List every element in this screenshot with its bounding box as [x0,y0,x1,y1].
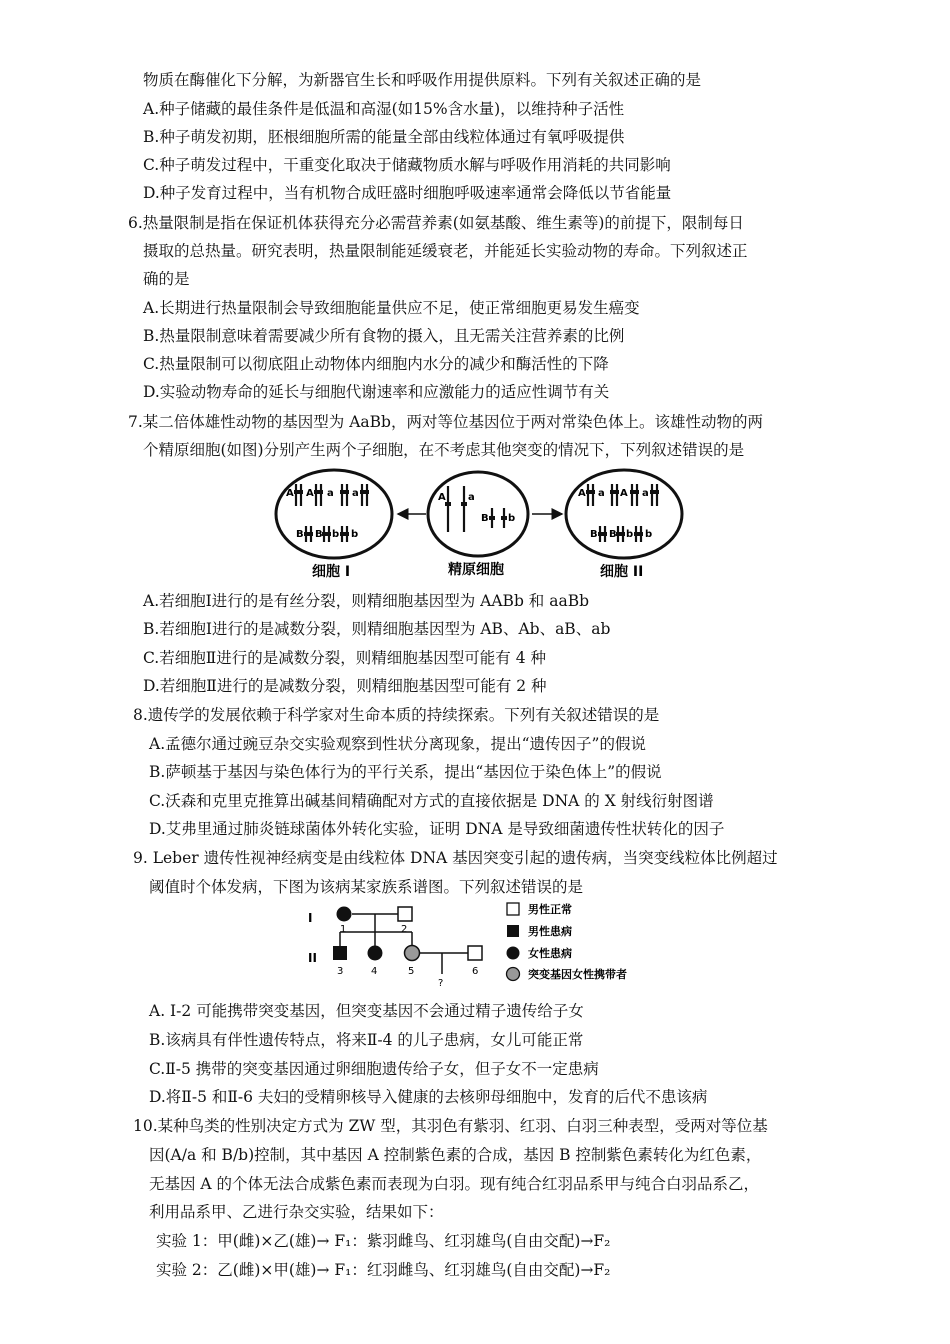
q10-stem-line2: 因(A/a 和 B/b)控制，其中基因 A 控制紫色素的合成，基因 B 控制紫色素转化为红色素， [149,1146,762,1164]
q8-option-c: C.沃森和克里克推算出碱基间精确配对方式的直接依据是 DNA 的 X 射线衍射图谱 [149,792,714,810]
gene-label-A: A [620,488,628,499]
q8-option-a: A.孟德尔通过豌豆杂交实验观察到性状分离现象，提出“遗传因子”的假说 [149,735,646,753]
q9-option-a: A. I-2 可能携带突变基因，但突变基因不会通过精子遗传给子女 [149,1002,584,1020]
gene-label-B: B [315,529,323,540]
gene-label-B: B [590,529,598,540]
q9-option-c: C.Ⅱ-5 携带的突变基因通过卵细胞遗传给子女，但子女不一定患病 [149,1060,599,1078]
gene-label-A: A [438,492,446,503]
q7-option-c: C.若细胞Ⅱ进行的是减数分裂，则精细胞基因型可能有 4 种 [143,649,546,667]
label-I-2: 2 [401,924,408,935]
q5-option-a: A.种子储藏的最佳条件是低温和高湿(如15%含水量)，以维持种子活性 [143,100,625,118]
q6-option-c: C.热量限制可以彻底阻止动物体内细胞内水分的减少和酶活性的下降 [143,355,609,373]
q6-stem-line1: 6.热量限制是指在保证机体获得充分必需营养素(如氨基酸、维生素等)的前提下，限制每日 [128,214,744,232]
q7-option-a: A.若细胞Ⅰ进行的是有丝分裂，则精细胞基因型为 AABb 和 aaBb [143,592,590,610]
legend-affected-female: 女性患病 [528,947,572,960]
cell-1-diagram [276,470,392,558]
gene-label-b: b [645,529,653,540]
q6-stem-line2: 摄取的总热量。研究表明，热量限制能延缓衰老，并能延长实验动物的寿命。下列叙述正 [143,242,748,260]
legend-affected-male-symbol [507,925,519,937]
legend-affected-female-symbol [507,947,520,960]
gene-label-A: A [306,488,314,499]
spermatogonium-diagram [428,472,528,556]
cell-division-figure [270,466,690,582]
gene-label-B: B [609,529,617,540]
q9-option-d: D.将Ⅱ-5 和Ⅱ-6 夫妇的受精卵核导入健康的去核卵母细胞中，发育的后代不患该病 [149,1088,708,1106]
legend-affected-male: 男性患病 [528,925,572,938]
individual-II-6 [468,946,482,960]
q9-stem-line2: 阈值时个体发病，下图为该病某家族系谱图。下列叙述错误的是 [149,878,584,896]
label-I-1: 1 [340,924,347,935]
q7-stem-line2: 个精原细胞(如图)分别产生两个子细胞，在不考虑其他突变的情况下，下列叙述错误的是 [143,441,745,459]
q6-option-b: B.热量限制意味着需要减少所有食物的摄入，且无需关注营养素的比例 [143,327,625,345]
pedigree-chart [300,898,660,998]
gene-label-b: b [508,513,516,524]
q9-stem-line1: 9. Leber 遗传性视神经病变是由线粒体 DNA 基因突变引起的遗传病，当突变线粒体比例超过 [133,849,778,867]
legend-carrier-female: 突变基因女性携带者 [528,968,627,981]
q7-stem-line1: 7.某二倍体雄性动物的基因型为 AaBb，两对等位基因位于两对常染色体上。该雄性动物的两 [128,413,763,431]
individual-II-5 [405,946,420,961]
gene-label-a: a [598,488,605,499]
gene-label-b: b [332,529,340,540]
gene-label-A: A [578,488,586,499]
cell-2-caption: 细胞 II [600,564,644,580]
q5-stem: 物质在酶催化下分解，为新器官生长和呼吸作用提供原料。下列有关叙述正确的是 [143,71,702,89]
q10-stem-line4: 利用品系甲、乙进行杂交实验，结果如下： [149,1203,444,1221]
q8-option-b: B.萨顿基于基因与染色体行为的平行关系，提出“基因位于染色体上”的假说 [149,763,662,781]
q10-experiment-1: 实验 1：甲(雌)×乙(雄)→ F₁：紫羽雌鸟、红羽雄鸟(自由交配)→F₂ [156,1232,611,1250]
legend-normal-male: 男性正常 [528,903,572,916]
q5-option-b: B.种子萌发初期，胚根细胞所需的能量全部由线粒体通过有氧呼吸提供 [143,128,625,146]
gene-label-a: a [642,488,649,499]
label-II-3: 3 [337,966,344,977]
individual-II-3 [333,946,347,960]
gene-label-B: B [481,513,489,524]
cell-1-caption: 细胞 I [312,564,351,580]
individual-I-1 [337,907,352,922]
gene-label-A: A [286,488,294,499]
q8-stem: 8.遗传学的发展依赖于科学家对生命本质的持续探索。下列有关叙述错误的是 [133,706,660,724]
gene-label-a: a [468,492,475,503]
q10-stem-line3: 无基因 A 的个体无法合成紫色素而表现为白羽。现有纯合红羽品系甲与纯合白羽品系乙， [149,1175,760,1193]
q10-experiment-2: 实验 2：乙(雌)×甲(雄)→ F₁：红羽雌鸟、红羽雄鸟(自由交配)→F₂ [156,1261,611,1279]
label-II-4: 4 [371,966,378,977]
q5-option-c: C.种子萌发过程中，干重变化取决于储藏物质水解与呼吸作用消耗的共同影响 [143,156,671,174]
gene-label-b: b [351,529,359,540]
q10-stem-line1: 10.某种鸟类的性别决定方式为 ZW 型，其羽色有紫羽、红羽、白羽三种表型，受两对等位基 [133,1117,768,1135]
cell-2-diagram [566,470,682,558]
q7-option-d: D.若细胞Ⅱ进行的是减数分裂，则精细胞基因型可能有 2 种 [143,677,547,695]
gene-label-B: B [296,529,304,540]
gene-label-b: b [626,529,634,540]
q7-option-b: B.若细胞Ⅰ进行的是减数分裂，则精细胞基因型为 AB、Ab、aB、ab [143,620,611,638]
generation-1-label: I [308,911,313,925]
q5-option-d: D.种子发育过程中，当有机物合成旺盛时细胞呼吸速率通常会降低以节省能量 [143,184,672,202]
gene-label-a: a [352,488,359,499]
legend-carrier-female-symbol [507,968,520,981]
legend-normal-male-symbol [507,903,519,915]
individual-II-4 [368,946,383,961]
individual-I-2 [398,907,412,921]
q6-stem-line3: 确的是 [143,270,190,288]
label-II-6: 6 [472,966,479,977]
unknown-offspring-label: ? [438,978,444,989]
spermatogonium-caption: 精原细胞 [448,562,504,578]
q9-option-b: B.该病具有伴性遗传特点，将来Ⅱ-4 的儿子患病，女儿可能正常 [149,1031,584,1049]
q6-option-d: D.实验动物寿命的延长与细胞代谢速率和应激能力的适应性调节有关 [143,383,610,401]
q8-option-d: D.艾弗里通过肺炎链球菌体外转化实验，证明 DNA 是导致细菌遗传性状转化的因子 [149,820,725,838]
generation-2-label: II [308,951,317,965]
label-II-5: 5 [408,966,415,977]
gene-label-a: a [327,488,334,499]
q6-option-a: A.长期进行热量限制会导致细胞能量供应不足，使正常细胞更易发生癌变 [143,299,640,317]
